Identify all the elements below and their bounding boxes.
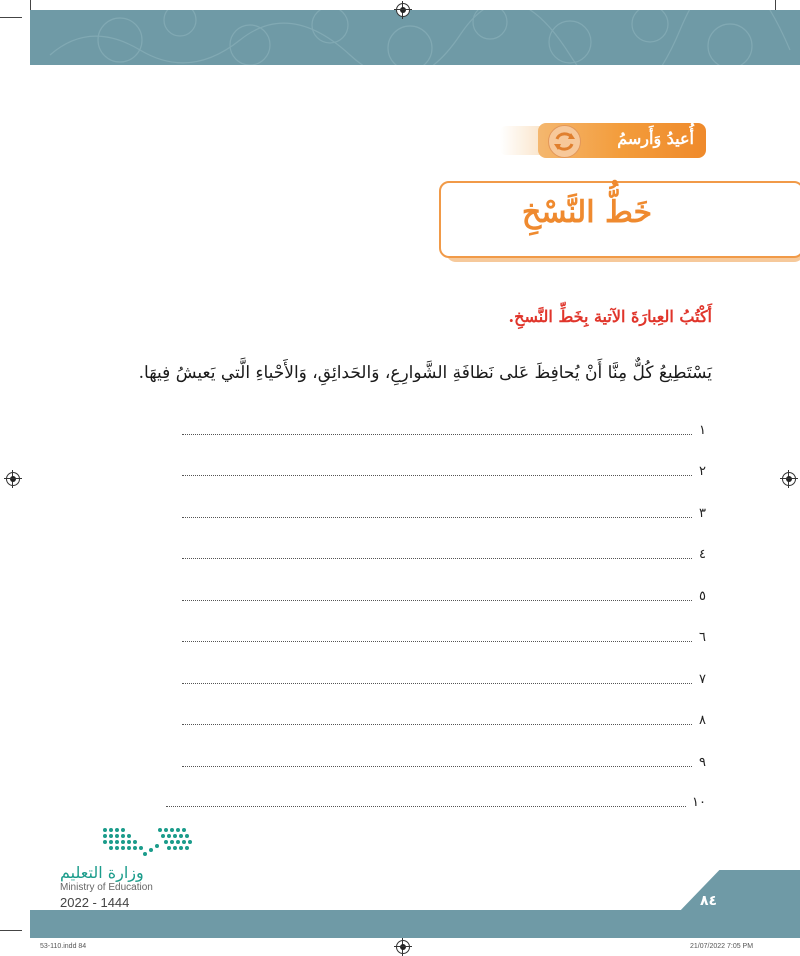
line-number: ٣: [699, 506, 706, 521]
lesson-title-box: [439, 181, 800, 258]
crop-mark: [0, 17, 22, 18]
line-number: ٧: [699, 672, 706, 687]
line-number: ٢: [699, 464, 706, 479]
line-number: ١٠: [692, 795, 706, 810]
writing-line[interactable]: [178, 667, 706, 687]
line-number: ٦: [699, 630, 706, 645]
writing-line[interactable]: [178, 584, 706, 604]
lesson-title: خَطُّ النَّسْخِ: [521, 195, 652, 230]
writing-line[interactable]: [178, 708, 706, 728]
page-number: ٨٤: [700, 893, 718, 909]
writing-line[interactable]: [178, 501, 706, 521]
academic-year: 2022 - 1444: [60, 895, 130, 910]
registration-mark: [6, 472, 20, 486]
ministry-logo-icon: [100, 825, 195, 864]
line-number: ٤: [699, 547, 706, 562]
writing-line[interactable]: [178, 459, 706, 479]
print-slug-date: 21/07/2022 7:05 PM: [690, 943, 754, 950]
registration-mark: [396, 940, 410, 954]
header-band: [30, 10, 800, 65]
writing-line[interactable]: [178, 625, 706, 645]
section-badge: [500, 123, 706, 158]
registration-mark: [782, 472, 796, 486]
print-slug-file: 53-110.indd 84: [40, 943, 87, 950]
registration-mark: [396, 3, 410, 17]
writing-line[interactable]: [178, 750, 706, 770]
line-number: ٨: [699, 713, 706, 728]
line-number: ١: [699, 423, 706, 438]
line-number: ٥: [699, 589, 706, 604]
writing-line[interactable]: [178, 418, 706, 438]
instruction-text: أَكْتُبُ العِبارَةَ الآتية بِخَطِّ النَّسخِ.: [508, 307, 712, 326]
ministry-name-arabic: وزارة التعليم: [60, 863, 144, 882]
footer-tab: [676, 870, 800, 915]
model-sentence: يَسْتَطِيعُ كُلٌّ مِنَّا أَنْ يُحافِظَ عَلى نَظافَةِ الشَّوارِعِ، وَالحَدائِقِ، وَالأَحْياءِ الَّتي يَعيشُ فِيهَا.: [138, 363, 712, 383]
writing-line[interactable]: [178, 542, 706, 562]
crop-mark: [0, 930, 22, 931]
decorative-pattern: [30, 10, 800, 65]
ministry-name-english: Ministry of Education: [60, 882, 153, 893]
line-number: ٩: [699, 755, 706, 770]
crop-mark: [30, 0, 31, 10]
crop-mark: [775, 0, 776, 10]
footer-band: [30, 910, 800, 938]
repeat-arrows-icon: [548, 125, 581, 158]
section-badge-label: أُعيدُ وَأَرسمُ: [617, 129, 694, 148]
writing-line[interactable]: [162, 790, 706, 810]
